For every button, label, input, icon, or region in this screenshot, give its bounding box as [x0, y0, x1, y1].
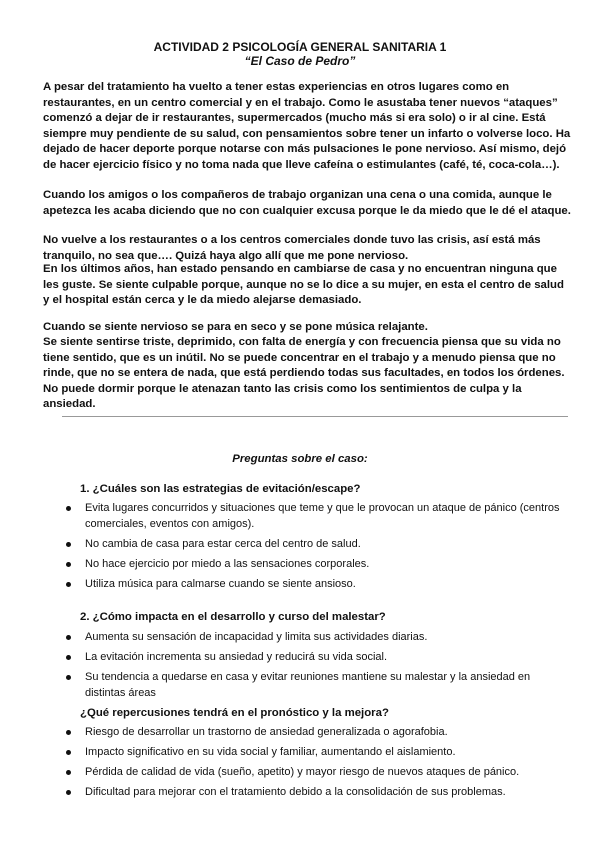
question-1-heading: 1. ¿Cuáles son las estrategias de evitación/escape? [80, 483, 361, 495]
questions-title: Preguntas sobre el caso: [232, 453, 368, 465]
document-subtitle: “El Caso de Pedro” [244, 54, 356, 68]
bullet-icon [66, 790, 71, 795]
list-item-text: Pérdida de calidad de vida (sueño, apetito) y mayor riesgo de nuevos ataques de pánico. [85, 766, 520, 778]
bullet-icon [66, 750, 71, 755]
list-item [0, 576, 565, 592]
list-item-text: Utiliza música para calmarse cuando se siente ansioso. [85, 578, 356, 590]
question-3-heading: ¿Qué repercusiones tendrá en el pronóstico y la mejora? [80, 707, 389, 719]
list-item-text: Dificultad para mejorar con el tratamiento debido a la consolidación de sus problemas. [85, 786, 506, 798]
bullet-icon [66, 730, 71, 735]
list-item [0, 556, 565, 572]
list-item [0, 724, 565, 740]
case-paragraph-5: Cuando se siente nervioso se para en seco y se pone música relajante. [43, 321, 428, 333]
list-item [0, 784, 565, 800]
question-2-heading: 2. ¿Cómo impacta en el desarrollo y curso del malestar? [80, 611, 386, 623]
list-item [0, 669, 565, 701]
case-paragraph-6: Se siente sentirse triste, deprimido, con falta de energía y con frecuencia piensa que su vida no tiene sentido, que es un inútil. No se puede concentrar en el trabajo y a menudo piensa que no rinde, que no se entera de nada, que está perdiendo todas sus facultades, en todos los órdenes. No puede dormir porque le atenazan tanto las crisis como los sentimientos de culpa y la ansiedad. [43, 336, 565, 411]
section-divider [62, 416, 568, 417]
case-paragraph-3: No vuelve a los restaurantes o a los centros comerciales donde tuvo las crisis, así está más tranquilo, no sea que…. Quizá haya algo allí que me pone nervioso. [43, 234, 541, 262]
list-item-text: Evita lugares concurridos y situaciones que teme y que le provocan un ataque de pánico (centros comerciales, eventos con amigos). [85, 502, 560, 530]
list-item-text: Aumenta su sensación de incapacidad y limita sus actividades diarias. [85, 631, 428, 643]
bullet-icon [66, 770, 71, 775]
bullet-icon [66, 635, 71, 640]
list-item [0, 764, 565, 780]
case-paragraph-1: A pesar del tratamiento ha vuelto a tener estas experiencias en otros lugares como en restaurantes, en un centro comercial y en el trabajo. Como le asustaba tener nuevos “ataques” comenzó a dejar de ir restaurantes, supermercados (mucho más si era solo) o ir al cine. Está siempre muy pendiente de su salud, con pensamientos sobre tener un infarto o volverse loco. Ha dejado de hacer deporte porque notarse con más pulsaciones le pone nervioso. Así mismo, dejó de hacer ejercicio físico y no toma nada que lleve cafeína o estimulantes (café, té, coca-cola…). [43, 81, 571, 171]
bullet-icon [66, 562, 71, 567]
question-1-list [0, 500, 600, 596]
list-item [0, 629, 565, 645]
bullet-icon [66, 655, 71, 660]
question-3-list [0, 724, 600, 804]
list-item [0, 500, 565, 532]
document-title: ACTIVIDAD 2 PSICOLOGÍA GENERAL SANITARIA 1 [153, 40, 447, 54]
list-item [0, 536, 565, 552]
case-paragraph-4: En los últimos años, han estado pensando en cambiarse de casa y no encuentran ninguna que les guste. Se siente culpable porque, aunque no se lo dice a su mujer, en esta el centro de salud y el hospital están cerca y le da miedo alejarse demasiado. [43, 263, 564, 307]
list-item-text: Riesgo de desarrollar un trastorno de ansiedad generalizada o agorafobia. [85, 726, 448, 738]
bullet-icon [66, 542, 71, 547]
list-item-text: Su tendencia a quedarse en casa y evitar reuniones mantiene su malestar y la ansiedad en distintas áreas [85, 671, 531, 699]
bullet-icon [66, 506, 71, 511]
bullet-icon [66, 675, 71, 680]
case-paragraph-2: Cuando los amigos o los compañeros de trabajo organizan una cena o una comida, aunque le apetezca les acaba diciendo que no con cualquier excusa porque le da miedo que le dé el ataque. [43, 189, 571, 217]
bullet-icon [66, 582, 71, 587]
list-item-text: No hace ejercicio por miedo a las sensaciones corporales. [85, 558, 370, 570]
list-item-text: La evitación incrementa su ansiedad y reducirá su vida social. [85, 651, 388, 663]
list-item-text: Impacto significativo en su vida social y familiar, aumentando el aislamiento. [85, 746, 456, 758]
question-2-list [0, 629, 600, 705]
list-item [0, 744, 565, 760]
list-item-text: No cambia de casa para estar cerca del centro de salud. [85, 538, 361, 550]
list-item [0, 649, 565, 665]
